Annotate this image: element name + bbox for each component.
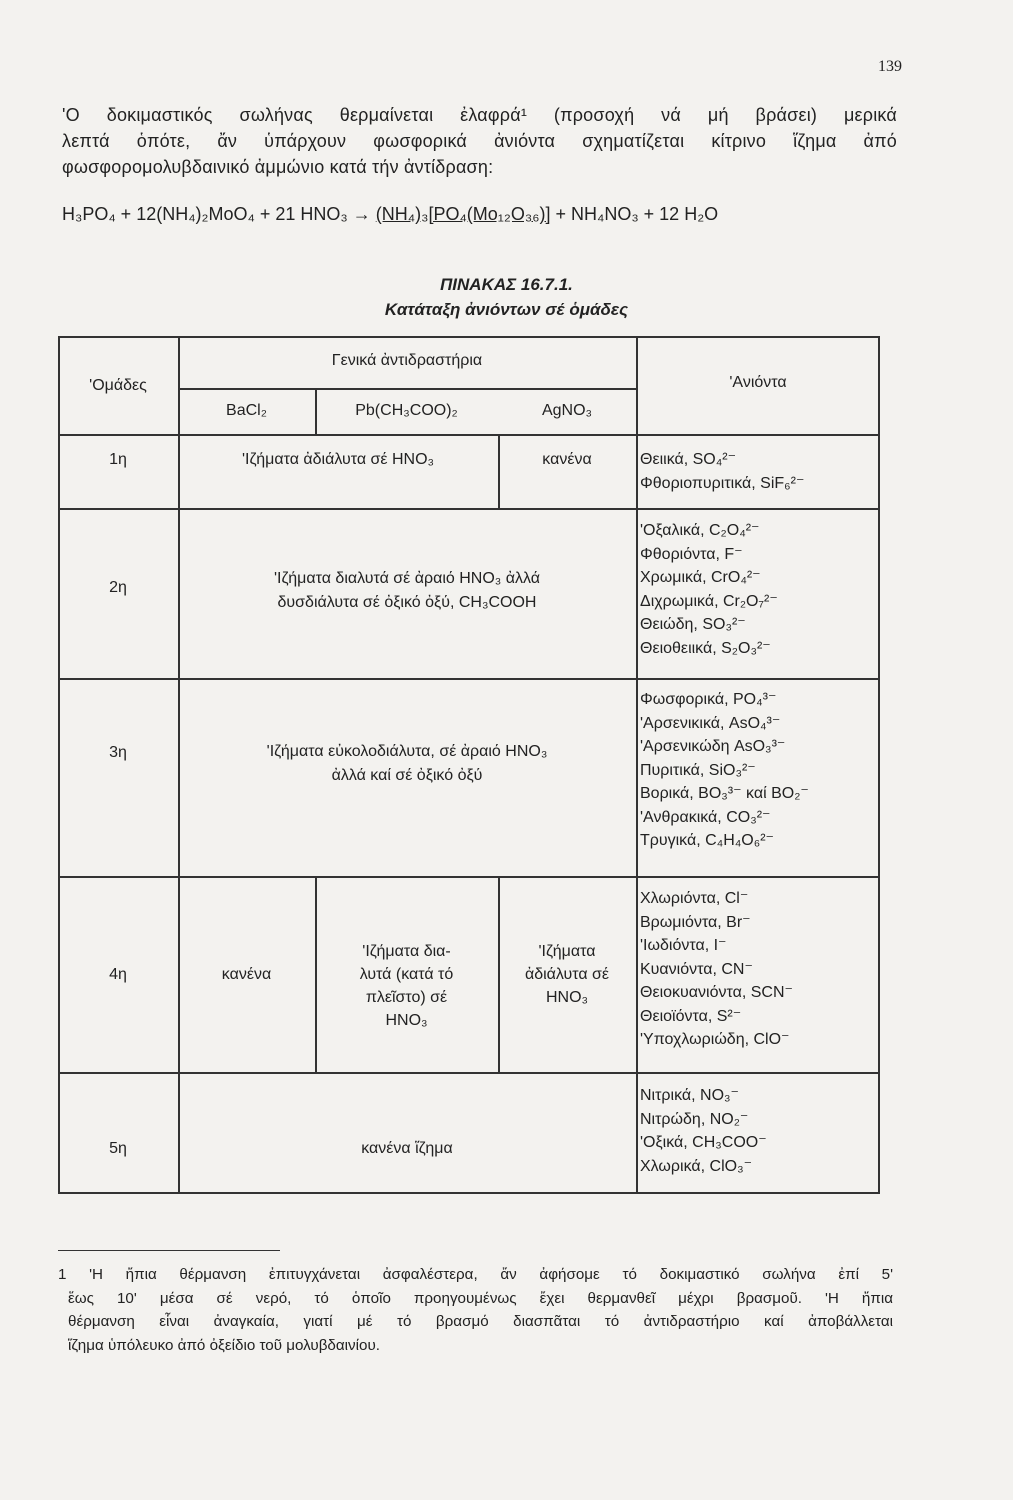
anion-item: Χλωρικά, ClO₃⁻ — [640, 1157, 753, 1175]
group-label: 2η — [109, 579, 127, 596]
anion-item: Θειοϊόντα, S²⁻ — [640, 1007, 742, 1025]
reagent-line: ἀλλά καί σέ ὀξικό ὀξύ — [331, 767, 483, 784]
anion-item: 'Ιωδιόντα, I⁻ — [640, 937, 727, 954]
anion-list — [640, 448, 804, 495]
anion-list — [640, 519, 778, 660]
anion-item: Βρωμιόντα, Br⁻ — [640, 913, 751, 931]
anion-item: Κυανιόντα, CN⁻ — [640, 960, 753, 978]
anion-item: Φθοριοπυριτικά, SiF₆²⁻ — [640, 474, 805, 492]
header-groups: 'Ομάδες — [89, 377, 147, 394]
row-divider — [58, 508, 880, 510]
header-bacl2: BaCl₂ — [226, 402, 267, 419]
anion-item: 'Αρσενικώδη AsO₃³⁻ — [640, 738, 786, 755]
reagent-result — [178, 740, 636, 788]
anion-item: Νιτρώδη, NO₂⁻ — [640, 1110, 749, 1128]
anion-item: Θειικά, SO₄²⁻ — [640, 451, 737, 468]
anion-item: 'Οξαλικά, C₂O₄²⁻ — [640, 522, 760, 539]
bacl2-result: κανένα — [221, 966, 272, 983]
anion-item: Νιτρικά, NO₃⁻ — [640, 1087, 739, 1104]
anion-item: Πυριτικά, SiO₃²⁻ — [640, 761, 756, 779]
cell-line: 'Ιζήματα — [538, 943, 596, 960]
header-pb-acetate: Pb(CH₃COO)₂ — [355, 402, 458, 419]
equation-left: H₃PO₄ + 12(NH₄)₂MoO₄ + 21 HNO₃ → — [62, 204, 371, 224]
group-label: 1η — [109, 451, 127, 468]
cell-line: πλεῖστο) σέ — [365, 989, 448, 1006]
cell-line: HNO₃ — [545, 989, 589, 1006]
reagent-line: 'Ιζήματα διαλυτά σέ ἀραιό HNO₃ ἀλλά — [273, 570, 540, 587]
group-label: 5η — [109, 1140, 127, 1157]
agno3-result: κανένα — [542, 451, 592, 468]
footnote-line: ἕως 10' μέσα σέ νερό, τό ὁποῖο προηγουμένως ἔχει θερμανθεῖ μέχρι βρασμοῦ. 'Η ἤπια — [68, 1289, 893, 1307]
reagent-result: 'Ιζήματα ἀδιάλυτα σέ HNO₃ — [241, 451, 435, 468]
intro-paragraph — [62, 102, 897, 180]
footnote-line: 1 'Η ἤπια θέρμανση ἐπιτυγχάνεται ἀσφαλέστερα, ἄν ἀφήσομε τό δοκιμαστικό σωλήνα ἐπί 5' — [58, 1266, 893, 1283]
table-border-right — [878, 336, 880, 1194]
equation-precipitate: (NH₄)₃[PO₄(Mo₁₂O₃₆)] — [375, 204, 551, 224]
header-anions: 'Ανιόντα — [729, 374, 787, 391]
anion-item: Βορικά, BO₃³⁻ καί BO₂⁻ — [640, 785, 809, 802]
anion-item: Τρυγικά, C₄H₄O₆²⁻ — [640, 832, 774, 849]
anion-item: 'Ανθρακικά, CO₃²⁻ — [640, 808, 771, 826]
group-label: 4η — [109, 966, 127, 983]
anion-item: Θειοθειικά, S₂O₃²⁻ — [640, 639, 771, 657]
footnote-line: ἵζημα ὑπόλευκο ἀπό ὀξείδιο τοῦ μολυβδαινίου. — [68, 1336, 380, 1354]
row-divider — [58, 678, 880, 680]
anion-item: Διχρωμικά, Cr₂O₇²⁻ — [640, 592, 778, 610]
anion-list — [640, 887, 793, 1052]
reagent-result — [178, 567, 636, 615]
intro-line: λεπτά ὁπότε, ἄν ὑπάρχουν φωσφορικά ἀνιόντα σχηματίζεται κίτρινο ἵζημα ἀπό — [62, 131, 897, 151]
pb-acetate-result — [315, 940, 498, 1032]
anion-item: Χρωμικά, CrO₄²⁻ — [640, 569, 761, 586]
intro-line: φωσφορομολυβδαινικό ἀμμώνιο κατά τήν ἀντίδραση: — [62, 157, 494, 177]
anion-list — [640, 688, 809, 853]
agno3-result — [498, 940, 636, 1009]
table-subtitle: Κατάταξη ἀνιόντων σέ ὁμάδες — [384, 300, 629, 319]
footnote-line: θέρμανση εἶναι ἀναγκαία, γιατί μέ τό βρασμό διασπᾶται τό ἀντιδραστήριο καί ἀποβάλλεται — [68, 1313, 893, 1330]
header-reagents: Γενικά ἀντιδραστήρια — [331, 352, 483, 369]
anion-item: Φθοριόντα, F⁻ — [640, 545, 743, 563]
table-border-bottom — [58, 1192, 880, 1194]
cell-line: ἀδιάλυτα σέ — [524, 966, 610, 983]
equation-right: + NH₄NO₃ + 12 H₂O — [555, 204, 719, 224]
group-label: 3η — [109, 744, 127, 761]
anion-item: Θειώδη, SO₃²⁻ — [640, 616, 746, 633]
anion-list — [640, 1084, 767, 1178]
reagent-line: δυσδιάλυτα σέ ὀξικό ὀξύ, CH₃COOH — [277, 594, 537, 611]
anion-groups-table — [58, 336, 880, 1194]
reagent-result: κανένα ἵζημα — [361, 1140, 453, 1157]
column-divider — [636, 336, 638, 1194]
reaction-equation — [62, 204, 892, 225]
anion-item: Θειοκυανιόντα, SCN⁻ — [640, 984, 793, 1001]
reagent-line: 'Ιζήματα εὐκολοδιάλυτα, σέ ἀραιό HNO₃ — [266, 743, 548, 760]
anion-item: 'Αρσενικικά, AsO₄³⁻ — [640, 714, 781, 732]
anion-item: Χλωριόντα, Cl⁻ — [640, 890, 749, 907]
column-divider — [498, 434, 500, 508]
row-divider — [58, 876, 880, 878]
cell-line: λυτά (κατά τό — [359, 966, 454, 983]
cell-line: 'Ιζήματα δια- — [362, 943, 451, 960]
page-number: 139 — [878, 58, 902, 75]
footnote-rule — [58, 1250, 280, 1251]
table-title: ΠΙΝΑΚΑΣ 16.7.1. — [440, 275, 573, 294]
intro-line: 'Ο δοκιμαστικός σωλήνας θερμαίνεται ἐλαφρά¹ (προσοχή νά μή βράσει) μερικά — [62, 105, 897, 125]
anion-item: 'Υποχλωριώδη, ClO⁻ — [640, 1031, 790, 1048]
header-bottom-rule — [58, 434, 880, 436]
header-agno3: AgNO₃ — [541, 402, 593, 419]
row-divider — [58, 1072, 880, 1074]
anion-item: Φωσφορικά, PO₄³⁻ — [640, 691, 777, 708]
table-border-top — [58, 336, 880, 338]
footnote — [58, 1263, 893, 1357]
anion-item: 'Οξικά, CH₃COO⁻ — [640, 1134, 767, 1151]
cell-line: HNO₃ — [385, 1012, 428, 1029]
reagent-header-divider — [178, 388, 636, 390]
